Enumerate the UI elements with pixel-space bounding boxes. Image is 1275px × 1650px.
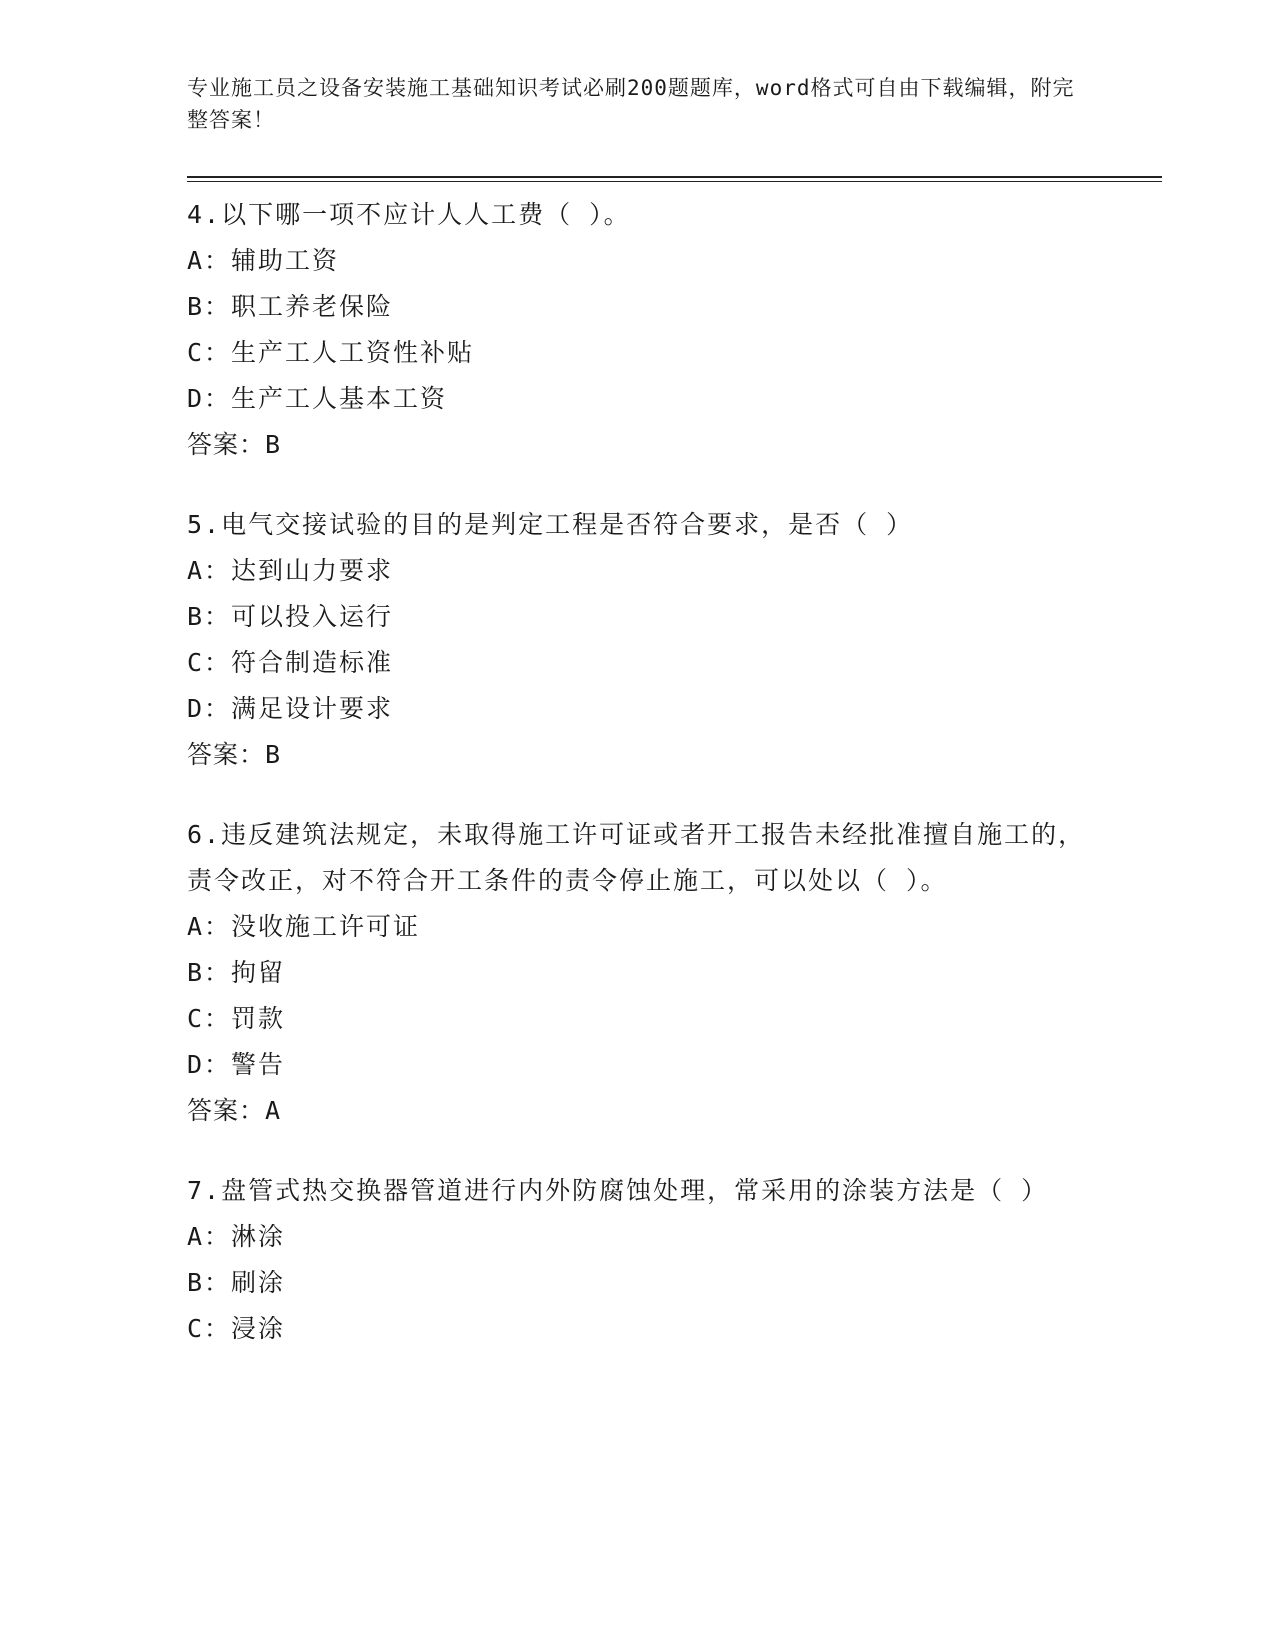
option-text: 浸涂: [231, 1314, 286, 1343]
option-key: C：: [187, 1004, 232, 1033]
option-key: B：: [187, 602, 232, 631]
question-stem: 4.以下哪一项不应计人人工费（ ）。: [187, 200, 631, 229]
question-4: [187, 192, 1087, 468]
option-a: [187, 1214, 1087, 1260]
option-c: [187, 640, 1087, 686]
document-header: 专业施工员之设备安装施工基础知识考试必刷200题题库，word格式可自由下载编辑，附完整答案！: [187, 76, 1075, 132]
option-key: C：: [187, 648, 232, 677]
option-b: [187, 594, 1087, 640]
option-d: [187, 686, 1087, 732]
answer: 答案：B: [187, 430, 282, 459]
option-key: C：: [187, 338, 232, 367]
question-stem: 5.电气交接试验的目的是判定工程是否符合要求，是否（ ）: [187, 510, 914, 539]
option-key: C：: [187, 1314, 232, 1343]
option-key: B：: [187, 958, 232, 987]
option-text: 警告: [231, 1050, 286, 1079]
option-text: 刷涂: [231, 1268, 286, 1297]
question-list: [187, 192, 1087, 1386]
option-key: B：: [187, 292, 232, 321]
option-a: [187, 904, 1087, 950]
option-key: D：: [187, 1050, 232, 1079]
option-d: [187, 1042, 1087, 1088]
option-key: A：: [187, 912, 232, 941]
answer: 答案：A: [187, 1096, 282, 1125]
header-rule-thick: [187, 176, 1162, 178]
option-text: 生产工人基本工资: [231, 384, 448, 413]
option-key: A：: [187, 1222, 232, 1251]
option-a: [187, 548, 1087, 594]
option-b: [187, 1260, 1087, 1306]
option-text: 拘留: [231, 958, 286, 987]
option-text: 生产工人工资性补贴: [231, 338, 475, 367]
header-rule-thin: [187, 181, 1162, 182]
option-text: 符合制造标准: [231, 648, 394, 677]
option-text: 达到山力要求: [231, 556, 394, 585]
option-key: A：: [187, 246, 232, 275]
question-6: [187, 812, 1087, 1134]
option-text: 罚款: [231, 1004, 286, 1033]
option-c: [187, 330, 1087, 376]
option-text: 辅助工资: [231, 246, 340, 275]
option-c: [187, 996, 1087, 1042]
question-stem: 6.违反建筑法规定，未取得施工许可证或者开工报告未经批准擅自施工的，责令改正，对不符合开工条件的责令停止施工，可以处以（ ）。: [187, 820, 1086, 895]
option-text: 满足设计要求: [231, 694, 394, 723]
option-text: 职工养老保险: [231, 292, 394, 321]
option-text: 没收施工许可证: [231, 912, 421, 941]
option-a: [187, 238, 1087, 284]
option-b: [187, 284, 1087, 330]
option-key: A：: [187, 556, 232, 585]
option-d: [187, 376, 1087, 422]
question-5: [187, 502, 1087, 778]
option-key: B：: [187, 1268, 232, 1297]
question-7: [187, 1168, 1087, 1352]
option-b: [187, 950, 1087, 996]
option-text: 淋涂: [231, 1222, 286, 1251]
option-text: 可以投入运行: [231, 602, 394, 631]
answer: 答案：B: [187, 740, 282, 769]
question-stem: 7.盘管式热交换器管道进行内外防腐蚀处理，常采用的涂装方法是（ ）: [187, 1176, 1049, 1205]
option-key: D：: [187, 694, 232, 723]
option-c: [187, 1306, 1087, 1352]
option-key: D：: [187, 384, 232, 413]
